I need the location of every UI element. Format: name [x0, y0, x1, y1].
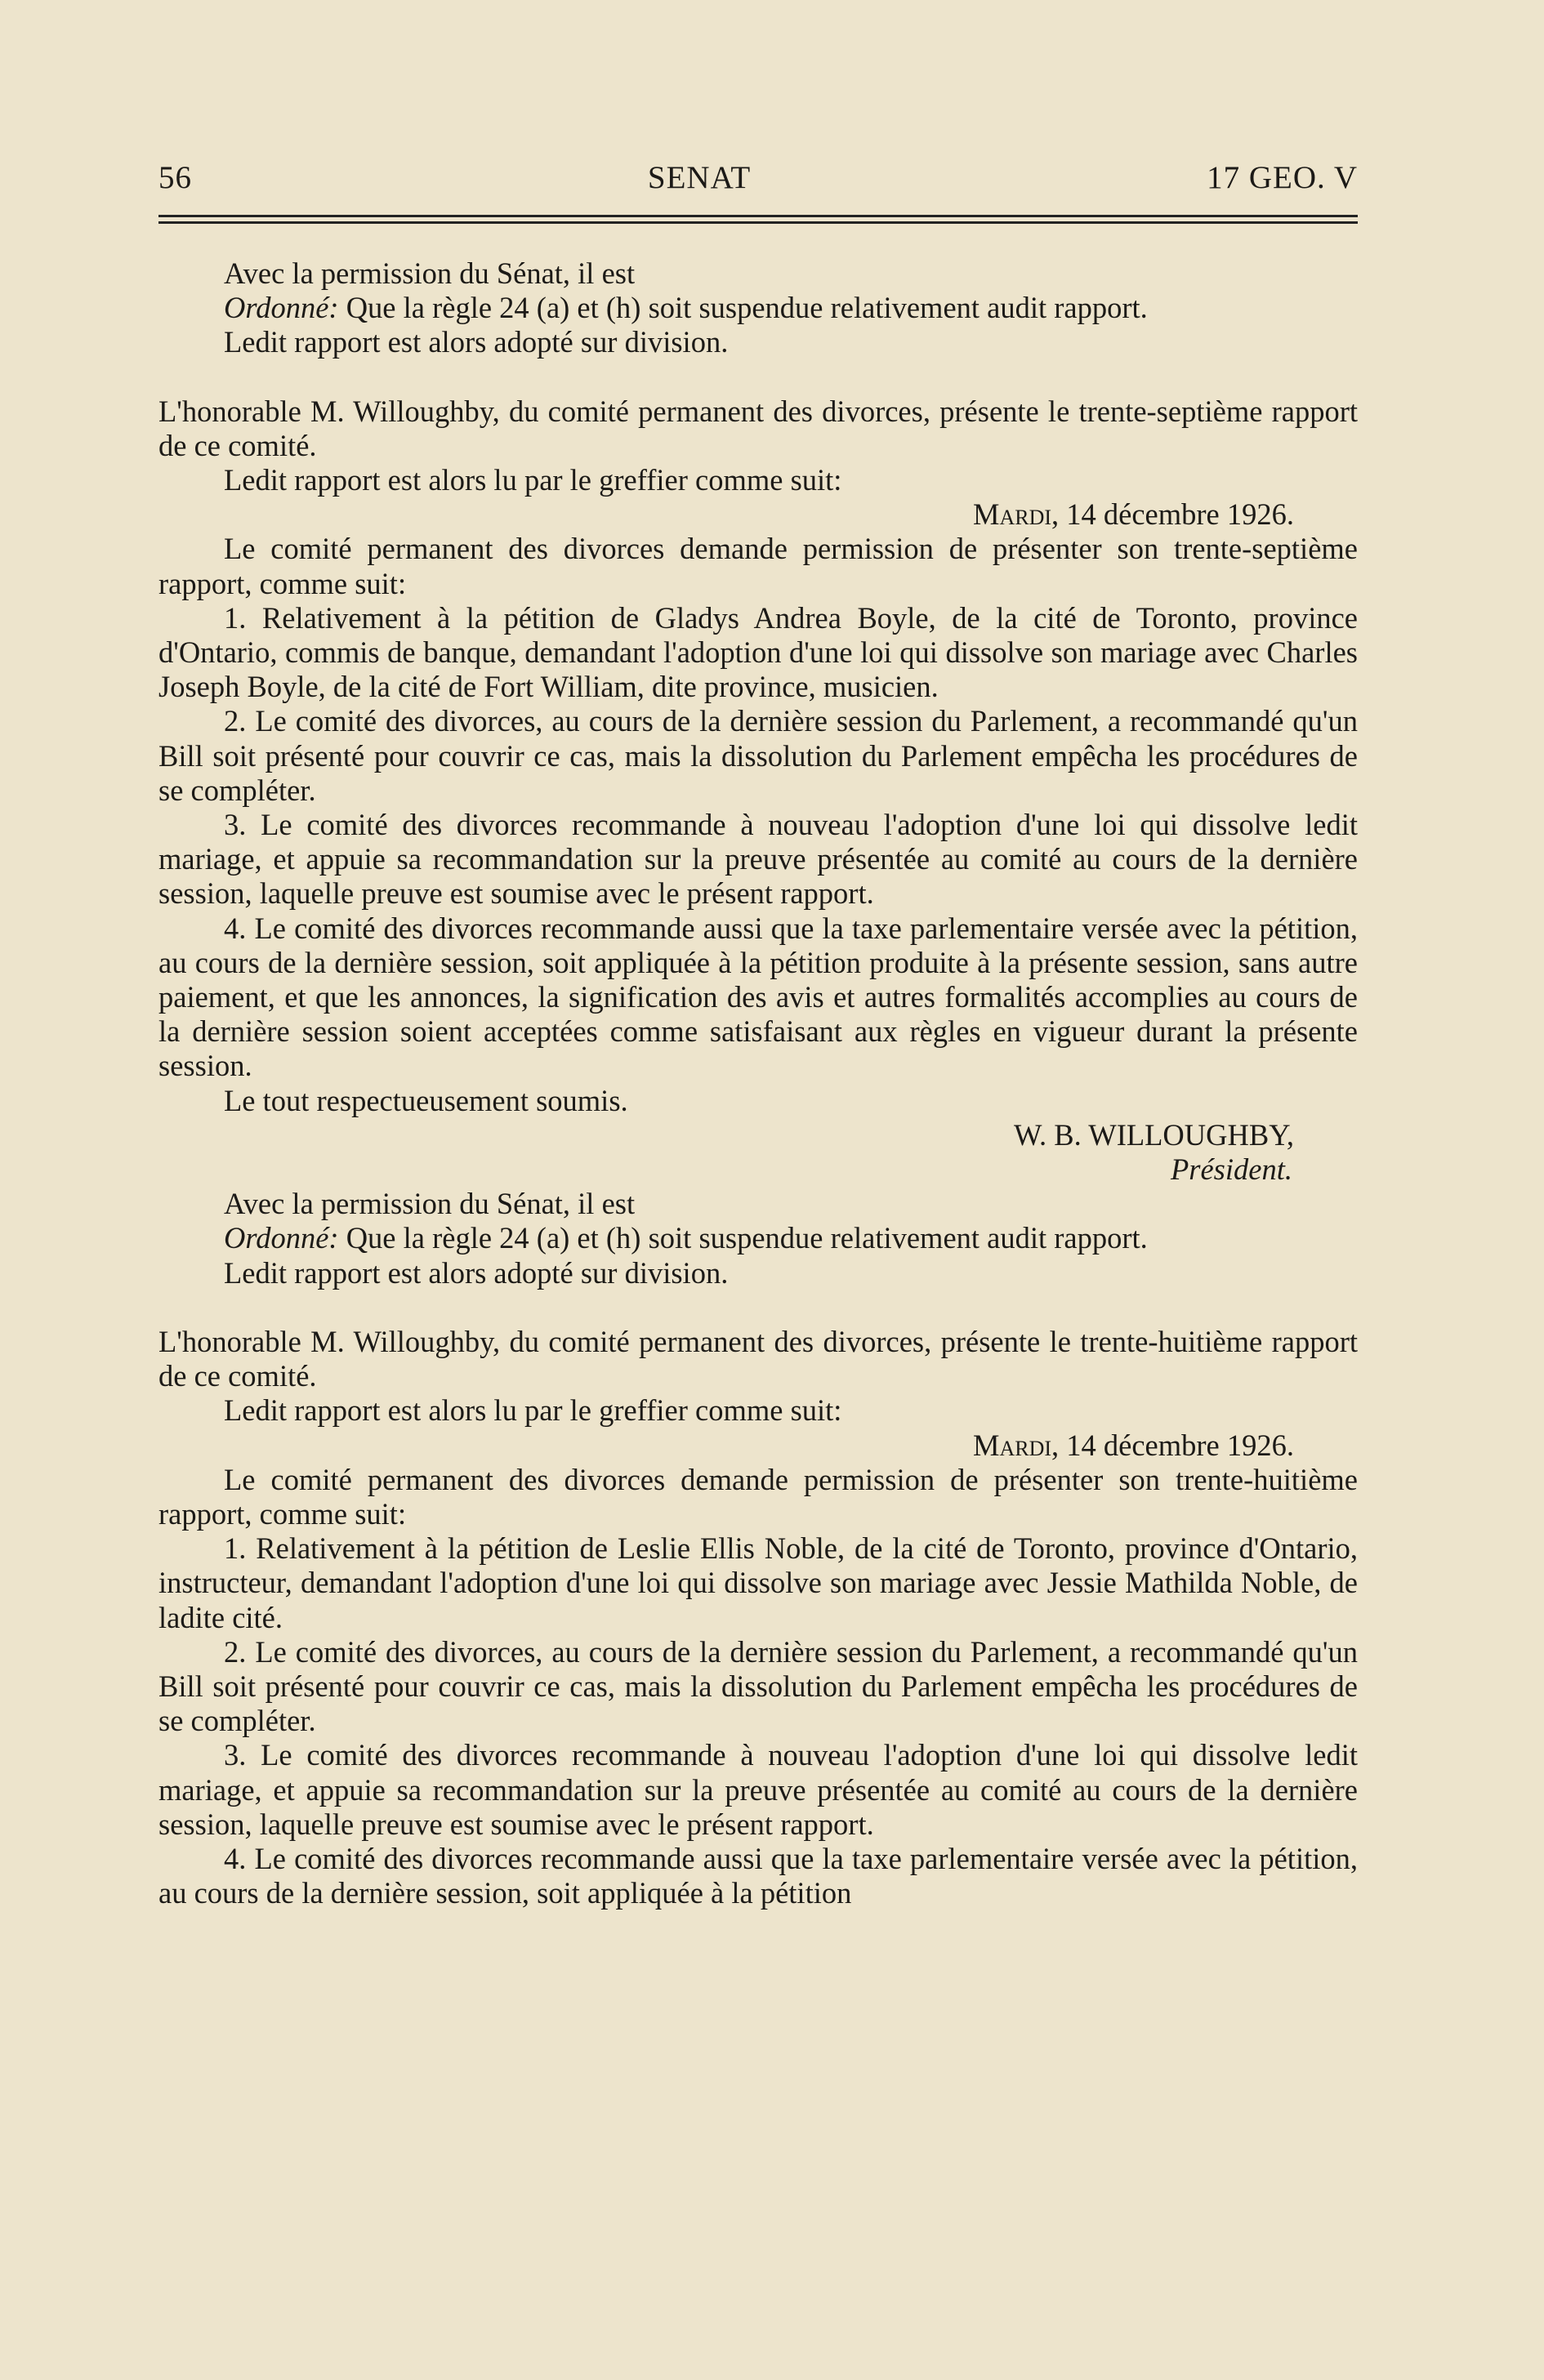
report-date: Mardi, 14 décembre 1926. — [973, 1428, 1294, 1462]
document-page — [158, 159, 1358, 1910]
signature-title: Président. — [1170, 1152, 1292, 1187]
document-body — [158, 256, 1358, 1910]
running-title: SENAT — [647, 160, 752, 195]
page-header — [158, 159, 1358, 205]
header-double-rule — [158, 215, 1358, 224]
report-item-4: 4. Le comité des divorces recommande aussi que la taxe parlementaire versée avec la pétition, au cours de la dernière session, soit appliquée à la pétition produite à la présente session, sans autre paiement, et que les annonces, la signification des avis et autres formalités accomplies au cours de la dernière session soient acceptées comme satisfaisant aux règles en vigueur durant la présente session. — [158, 911, 1358, 1083]
ordonne-paragraph: Ordonné: Que la règle 24 (a) et (h) soit suspendue relativement audit rapport. — [224, 1221, 1148, 1255]
ordonne-text: Que la règle 24 (a) et (h) soit suspendue relativement audit rapport. — [338, 291, 1148, 325]
motion-paragraph: L'honorable M. Willoughby, du comité permanent des divorces, présente le trente-septième rapport de ce comité. — [158, 394, 1358, 462]
adopted-line: Ledit rapport est alors adopté sur division. — [224, 1255, 729, 1290]
adopted-line: Ledit rapport est alors adopté sur division. — [224, 325, 729, 359]
report-date: Mardi, 14 décembre 1926. — [973, 497, 1294, 532]
report-intro: Le comité permanent des divorces demande permission de présenter son trente-septième rapport, comme suit: — [158, 532, 1358, 600]
permission-line: Avec la permission du Sénat, il est — [224, 1187, 636, 1221]
report-item-2: 2. Le comité des divorces, au cours de la dernière session du Parlement, a recommandé qu'un Bill soit présenté pour couvrir ce cas, mais la dissolution du Parlement empêcha les procédures de se compléter. — [158, 1634, 1358, 1738]
signature-name: W. B. WILLOUGHBY, — [1013, 1117, 1294, 1152]
report-item-3: 3. Le comité des divorces recommande à nouveau l'adoption d'une loi qui dissolve ledit mariage, et appuie sa recommandation sur la preuve présentée au comité au cours de la dernière session, laquelle preuve est soumise avec le présent rapport. — [158, 808, 1358, 911]
closing-line: Le tout respectueusement soumis. — [224, 1083, 628, 1117]
read-line: Ledit rapport est alors lu par le greffier comme suit: — [224, 463, 842, 497]
ordonne-label: Ordonné: — [224, 291, 339, 325]
report-item-1: 1. Relativement à la pétition de Gladys Andrea Boyle, de la cité de Toronto, province d'Ontario, commis de banque, demandant l'adoption d'une loi qui dissolve son mariage avec Charles Joseph Boyle, de la cité de Fort William, dite province, musicien. — [158, 600, 1358, 704]
report-item-1: 1. Relativement à la pétition de Leslie Ellis Noble, de la cité de Toronto, province d'Ontario, instructeur, demandant l'adoption d'une loi qui dissolve son mariage avec Jessie Mathilda Noble, de ladite cité. — [158, 1531, 1358, 1634]
page-number: 56 — [158, 160, 192, 195]
report-intro: Le comité permanent des divorces demande permission de présenter son trente-huitième rapport, comme suit: — [158, 1462, 1358, 1531]
ordonne-paragraph — [158, 291, 1358, 325]
motion-paragraph: L'honorable M. Willoughby, du comité permanent des divorces, présente le trente-huitième rapport de ce comité. — [158, 1324, 1358, 1393]
volume-reference: 17 GEO. V — [1207, 160, 1358, 195]
report-item-4: 4. Le comité des divorces recommande aussi que la taxe parlementaire versée avec la pétition, au cours de la dernière session, soit appliquée à la pétition — [158, 1841, 1358, 1910]
report-item-3: 3. Le comité des divorces recommande à nouveau l'adoption d'une loi qui dissolve ledit mariage, et appuie sa recommandation sur la preuve présentée au comité au cours de la dernière session, laquelle preuve est soumise avec le présent rapport. — [158, 1738, 1358, 1841]
permission-line: Avec la permission du Sénat, il est — [224, 256, 636, 290]
read-line: Ledit rapport est alors lu par le greffier comme suit: — [224, 1393, 842, 1428]
report-item-2: 2. Le comité des divorces, au cours de la dernière session du Parlement, a recommandé qu'un Bill soit présenté pour couvrir ce cas, mais la dissolution du Parlement empêcha les procédures de se compléter. — [158, 704, 1358, 807]
